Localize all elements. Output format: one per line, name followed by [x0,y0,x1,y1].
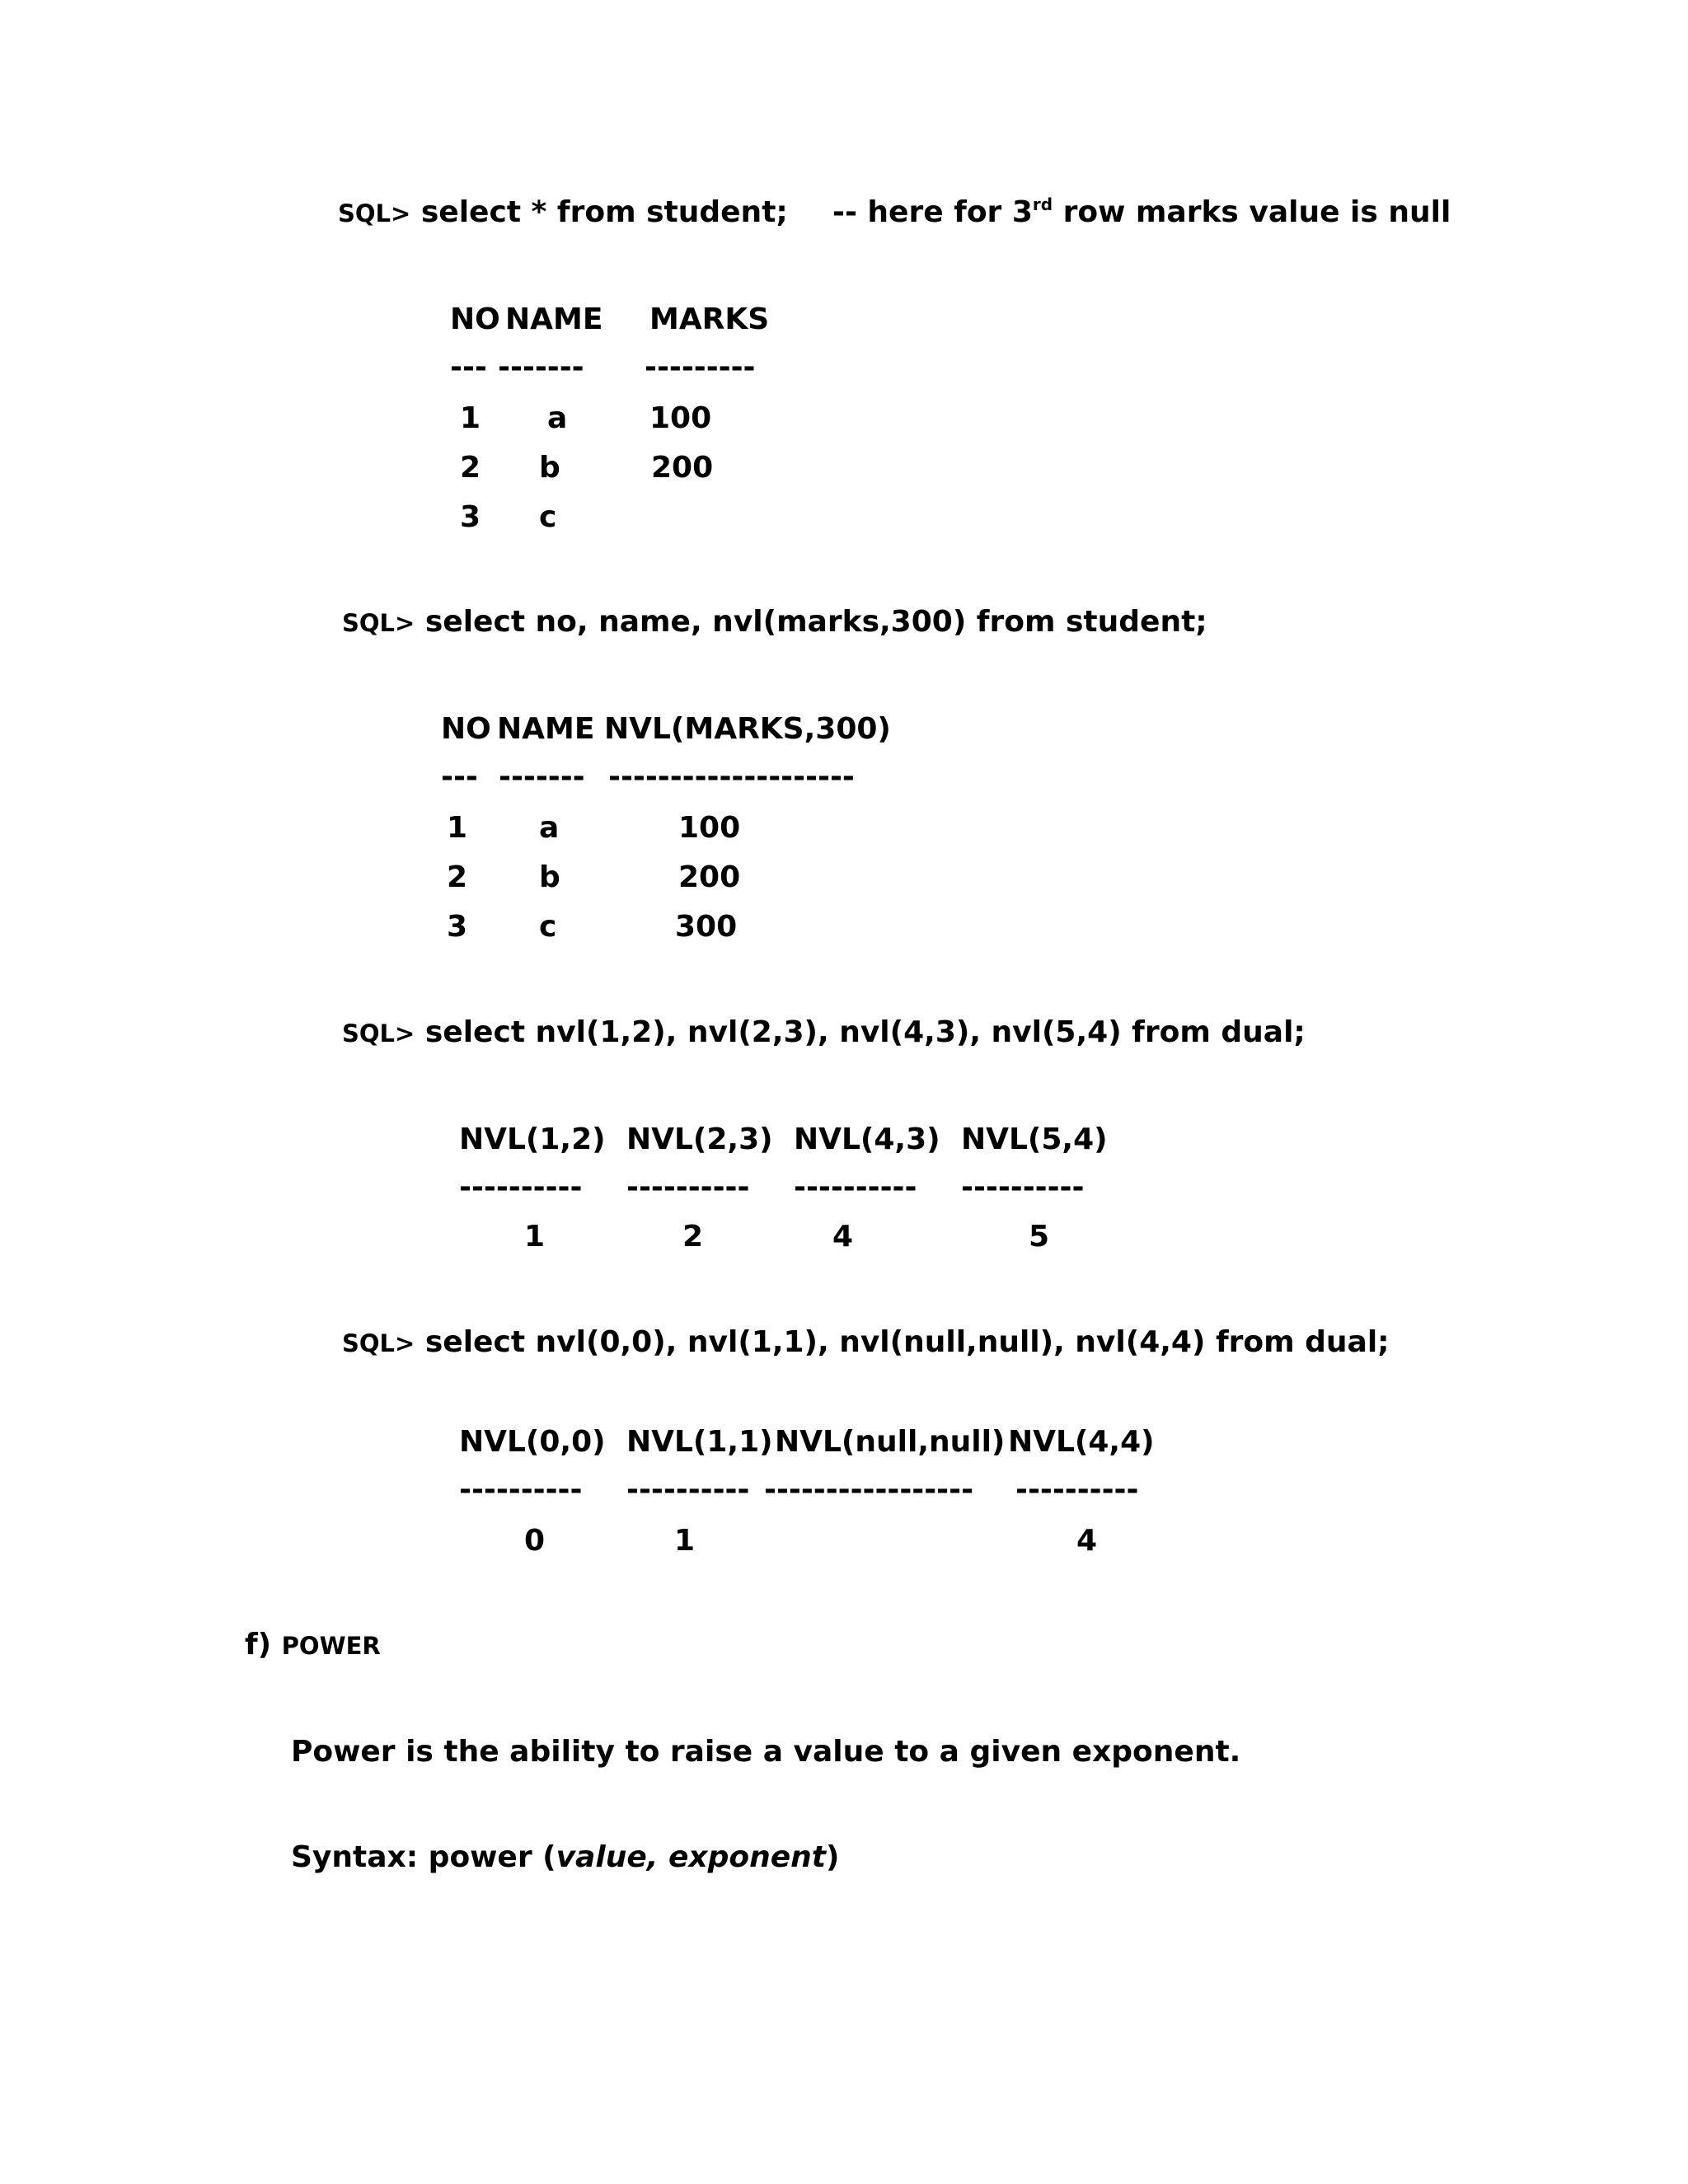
table-cell: 3 [447,910,468,944]
table-cell: 5 [1029,1220,1050,1254]
table-cell: 200 [651,451,714,485]
column-separator: ----------------- [764,1473,974,1507]
column-separator: --------- [645,350,756,384]
table-cell: 1 [524,1220,546,1254]
column-separator: ---------- [459,1473,583,1507]
column-header: NVL(null,null) [775,1425,1006,1459]
column-separator: ---------- [626,1473,750,1507]
column-separator: ---------- [626,1170,750,1204]
column-header: NVL(5,4) [961,1122,1108,1156]
sql-command: select no, name, nvl(marks,300) from student; [424,605,1207,639]
table-cell: 100 [678,811,741,845]
table-cell: 1 [674,1524,696,1558]
section-letter: f) [245,1628,272,1661]
column-separator: ---------- [961,1170,1085,1204]
table-cell: 4 [832,1220,854,1254]
sql-prompt: SQL> [342,609,415,637]
column-header: NVL(0,0) [459,1425,606,1459]
table-cell: c [539,500,557,534]
sql-statement-4 [342,1324,1390,1361]
table-cell: b [539,860,560,894]
table-cell: 2 [682,1220,704,1254]
sql-command: select nvl(0,0), nvl(1,1), nvl(null,null), nvl(4,4) from dual; [424,1325,1390,1359]
column-header: MARKS [649,302,770,336]
table-cell: 4 [1076,1524,1098,1558]
table-cell: b [539,451,560,485]
sql-prompt: SQL> [338,199,411,227]
sql-statement-3 [342,1015,1306,1052]
column-header: NO [450,302,500,336]
column-header: NVL(MARKS,300) [604,712,891,746]
sql-command: select nvl(1,2), nvl(2,3), nvl(4,3), nvl(5,4) from dual; [424,1015,1306,1049]
column-header: NAME [497,712,595,746]
sql-statement-2 [342,604,1207,641]
table-cell: 2 [460,451,481,485]
column-separator: ---------- [459,1170,583,1204]
table-cell: 3 [460,500,481,534]
table-cell: 1 [447,811,468,845]
table-cell: 200 [678,860,741,894]
sql-comment: -- here for 3rd row marks value is null [832,194,1451,229]
column-header: NVL(1,1) [626,1425,773,1459]
sql-statement-1 [338,194,788,232]
column-separator: ---------- [1015,1473,1139,1507]
table-cell: 1 [460,401,481,435]
column-header: NVL(4,3) [794,1122,940,1156]
section-heading [245,1627,381,1664]
table-cell: 300 [675,910,738,944]
column-separator: ------- [499,760,585,794]
section-description: Power is the ability to raise a value to a given exponent. [291,1735,1241,1769]
table-cell: 2 [447,860,468,894]
table-cell: 100 [649,401,712,435]
column-separator: ---------- [794,1170,917,1204]
table-cell: a [539,811,560,845]
syntax-line: Syntax: power (value, exponent) [291,1840,840,1874]
column-header: NVL(4,4) [1008,1425,1155,1459]
table-cell: c [539,910,557,944]
syntax-args: value, exponent [556,1840,826,1874]
column-header: NVL(2,3) [626,1122,773,1156]
section-title: POWER [281,1632,381,1660]
column-header: NAME [505,302,603,336]
table-cell: a [547,401,568,435]
column-separator: --- [441,760,478,794]
column-separator: -------------------- [608,760,855,794]
sql-prompt: SQL> [342,1019,415,1047]
sql-prompt: SQL> [342,1329,415,1357]
sql-command: select * from student; [420,195,788,229]
column-separator: ------- [498,350,584,384]
column-separator: --- [450,350,487,384]
column-header: NO [441,712,491,746]
column-header: NVL(1,2) [459,1122,606,1156]
table-cell: 0 [524,1524,546,1558]
